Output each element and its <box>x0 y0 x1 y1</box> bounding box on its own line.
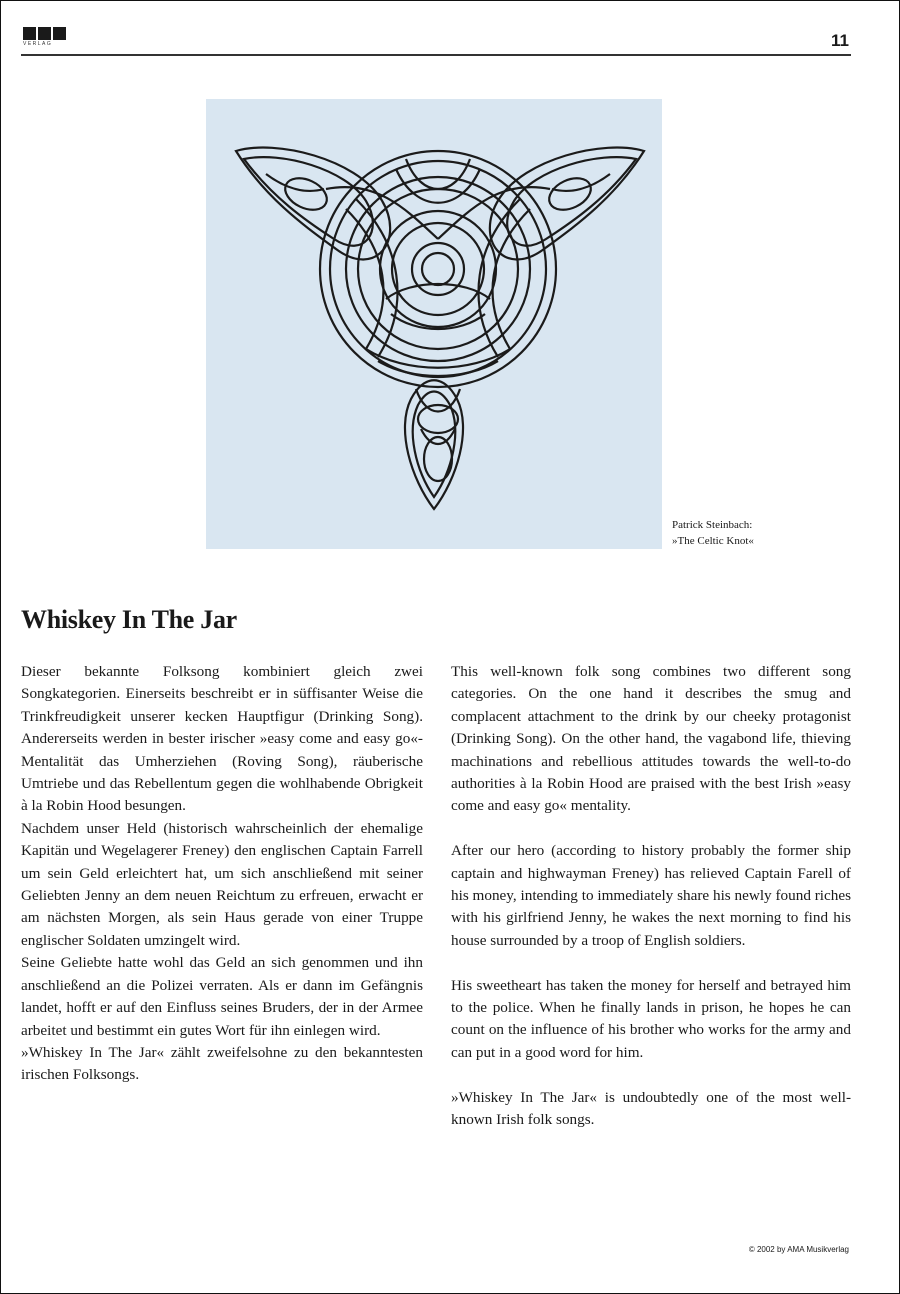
celtic-knot-icon <box>206 99 662 549</box>
caption-title: »The Celtic Knot« <box>672 535 754 547</box>
english-paragraph: His sweetheart has taken the money for herself and betrayed him to the police. When he finally lands in prison, he hopes he can count on the influence of his brother who works for the army and can put in a good word for him. <box>451 976 851 1061</box>
german-paragraph: Seine Geliebte hatte wohl das Geld an sich genommen und ihn anschließend an die Polizei verraten. Als er dann im Gefängnis landet, hofft er auf den Einfluss seines Bruders, der in der Armee arbeitet und bestimmt ein gutes Wort für ihn einlegen wird. <box>21 954 423 1039</box>
english-paragraph: »Whiskey In The Jar« is undoubtedly one of the most well-known Irish folk songs. <box>451 1088 851 1129</box>
illustration-caption <box>672 517 832 549</box>
header-divider <box>21 54 851 56</box>
german-paragraph: »Whiskey In The Jar« zählt zweifelsohne zu den bekanntesten irischen Folksongs. <box>21 1043 423 1084</box>
german-paragraph: Nachdem unser Held (historisch wahrscheinlich der ehemalige Kapitän und Wegelagerer Freney) den englischen Captain Farrell um sein Geld erleichtert hat, um sich anschließend mit seiner Geliebten Jenny an dem neuen Reichtum zu erfreuen, erwacht er am nächsten Morgen, als sein Haus gerade von einer Truppe englischer Soldaten umzingelt wird. <box>21 819 423 949</box>
english-text-column <box>451 661 851 1154</box>
caption-author: Patrick Steinbach: <box>672 519 753 531</box>
celtic-knot-illustration <box>206 99 662 549</box>
english-paragraph: After our hero (according to history probably the former ship captain and highwayman Freney) has relieved Captain Farell of his money, intending to immediately share his newly found riches with his girlfriend Jenny, he wakes the next morning to find his house surrounded by a troop of English soldiers. <box>451 842 851 949</box>
german-text-column <box>21 661 423 1087</box>
article-title: Whiskey In The Jar <box>21 605 237 634</box>
english-paragraph: This well-known folk song combines two different song categories. On the one hand it describes the smug and complacent attachment to the drink by our cheeky protagonist (Drinking Song). On the other hand, the vagabond life, thieving machinations and rebellious attitudes towards the well-to-do authorities à la Robin Hood are praised with the best Irish »easy come and easy go« mentality. <box>451 663 851 815</box>
page-number: 11 <box>831 31 849 50</box>
copyright-notice: © 2002 by AMA Musikverlag <box>748 1245 849 1254</box>
publisher-logo: VERLAG <box>23 27 69 49</box>
german-paragraph: Dieser bekannte Folksong kombiniert gleich zwei Songkategorien. Einerseits beschreibt er in süffisanter Weise die Trinkfreudigkeit unserer kecken Hauptfigur (Drinking Song). Andererseits werden in bester irischer »easy come and easy go«-Mentalität das Umherziehen (Roving Song), räuberische Umtriebe und das Rebellentum gegen die wohlhabende Obrigkeit à la Robin Hood besungen. <box>21 663 423 815</box>
